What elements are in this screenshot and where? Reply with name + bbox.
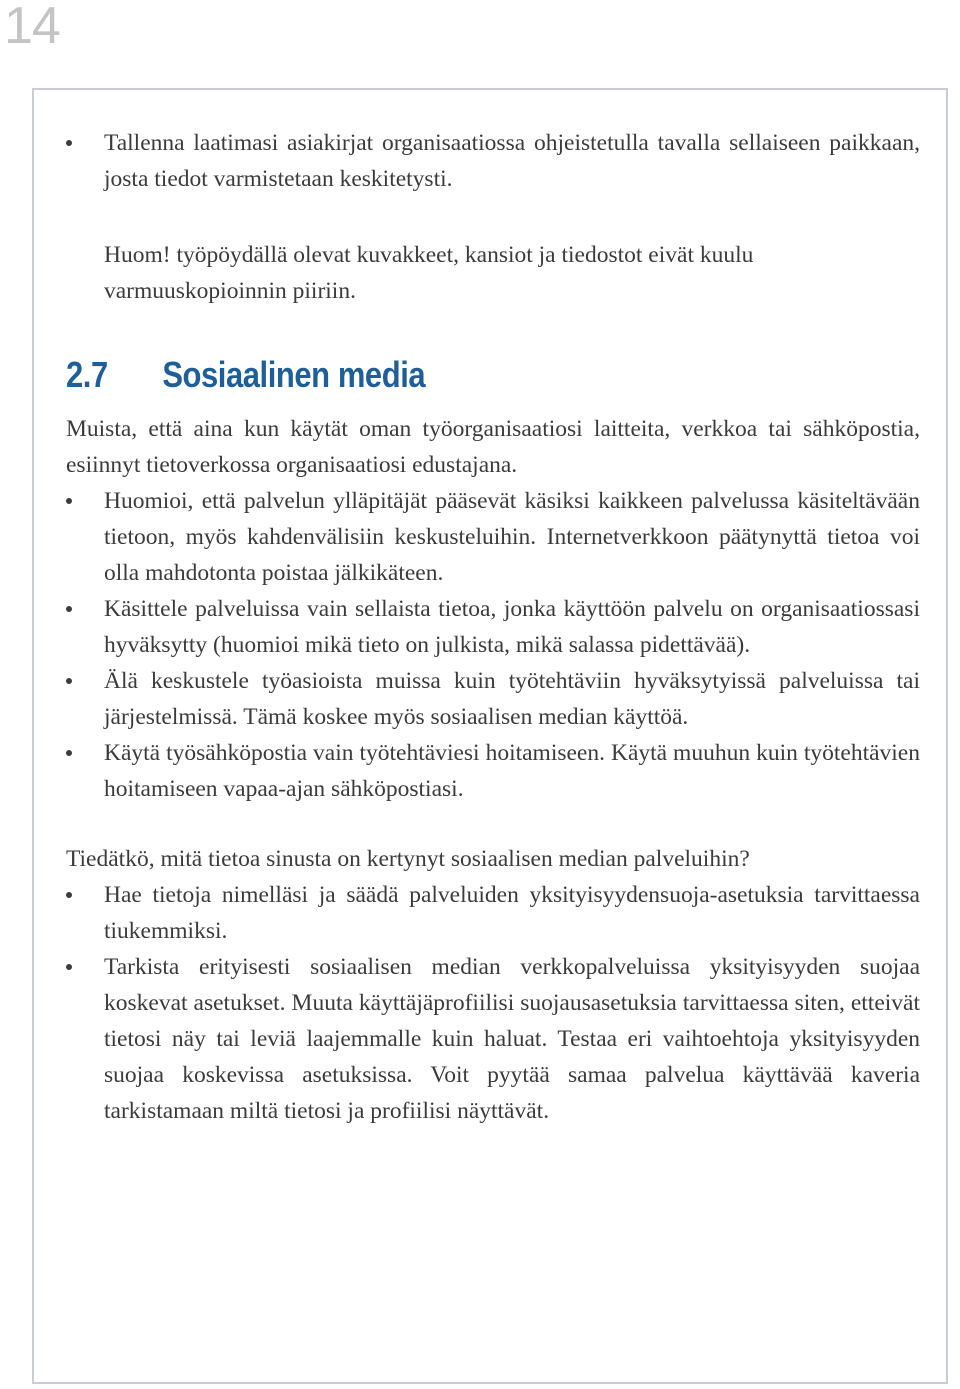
list-item bbox=[66, 949, 920, 1129]
list-item-text: Käsittele palveluissa vain sellaista tietoa, jonka käyttöön palvelu on organisaatiossasi hyväksytty (huomioi mikä tieto on julkista, mikä salassa pidettävää). bbox=[104, 596, 920, 658]
backup-note: Huom! työpöydällä olevat kuvakkeet, kansiot ja tiedostot eivät kuulu varmuuskopioinnin piiriin. bbox=[104, 242, 754, 304]
bullet-icon bbox=[66, 750, 72, 756]
list-item-text: Tallenna laatimasi asiakirjat organisaatiossa ohjeistetulla tavalla sellaiseen paikkaan, josta tiedot varmistetaan keskitetysti. bbox=[104, 130, 920, 192]
rules-bullet-list bbox=[66, 483, 920, 807]
intro-paragraph: Muista, että aina kun käytät oman työorganisaatiosi laitteita, verkkoa tai sähköpostia, esiinnyt tietoverkossa organisaatiosi edustajana. bbox=[66, 416, 920, 478]
intro-bullet-list bbox=[66, 125, 920, 197]
privacy-bullet-list bbox=[66, 877, 920, 1129]
list-item bbox=[66, 591, 920, 663]
bullet-icon bbox=[66, 892, 72, 898]
section-title: Sosiaalinen media bbox=[162, 354, 426, 395]
question-paragraph: Tiedätkö, mitä tietoa sinusta on kertynyt sosiaalisen median palveluihin? bbox=[66, 846, 750, 872]
list-item bbox=[66, 125, 920, 197]
list-item bbox=[66, 483, 920, 591]
section-heading bbox=[66, 354, 800, 395]
bullet-icon bbox=[66, 606, 72, 612]
list-item bbox=[66, 663, 920, 735]
page-content bbox=[66, 125, 920, 1129]
section-number: 2.7 bbox=[66, 354, 108, 395]
list-item-text: Tarkista erityisesti sosiaalisen median verkkopalveluissa yksityisyyden suojaa koskevat asetukset. Muuta käyttäjäprofiilisi suojausasetuksia tarvittaessa siten, etteivät tietosi näy tai leviä laajemmalle kuin haluat. Testaa eri vaihtoehtoja yksityisyyden suojaa koskevissa asetuksissa. Voit pyytää samaa palvelua käyttävää kaveria tarkistamaan miltä tietosi ja profiilisi näyttävät. bbox=[104, 954, 920, 1124]
bullet-icon bbox=[66, 678, 72, 684]
page-number: 14 bbox=[4, 0, 60, 55]
bullet-icon bbox=[66, 498, 72, 504]
bullet-icon bbox=[66, 140, 72, 146]
list-item-text: Älä keskustele työasioista muissa kuin työtehtäviin hyväksytyissä palveluissa tai järjestelmissä. Tämä koskee myös sosiaalisen median käyttöä. bbox=[104, 668, 920, 730]
list-item-text: Hae tietoja nimelläsi ja säädä palveluiden yksityisyydensuoja-asetuksia tarvittaessa tiukemmiksi. bbox=[104, 882, 920, 944]
list-item-text: Käytä työsähköpostia vain työtehtäviesi hoitamiseen. Käytä muuhun kuin työtehtävien hoitamiseen vapaa-ajan sähköpostiasi. bbox=[104, 740, 920, 802]
list-item bbox=[66, 735, 920, 807]
bullet-icon bbox=[66, 964, 72, 970]
list-item-text: Huomioi, että palvelun ylläpitäjät pääsevät käsiksi kaikkeen palvelussa käsiteltävään tietoon, myös kahdenvälisiin keskusteluihin. Internetverkkoon päätynyttä tietoa voi olla mahdotonta poistaa jälkikäteen. bbox=[104, 488, 920, 586]
list-item bbox=[66, 877, 920, 949]
